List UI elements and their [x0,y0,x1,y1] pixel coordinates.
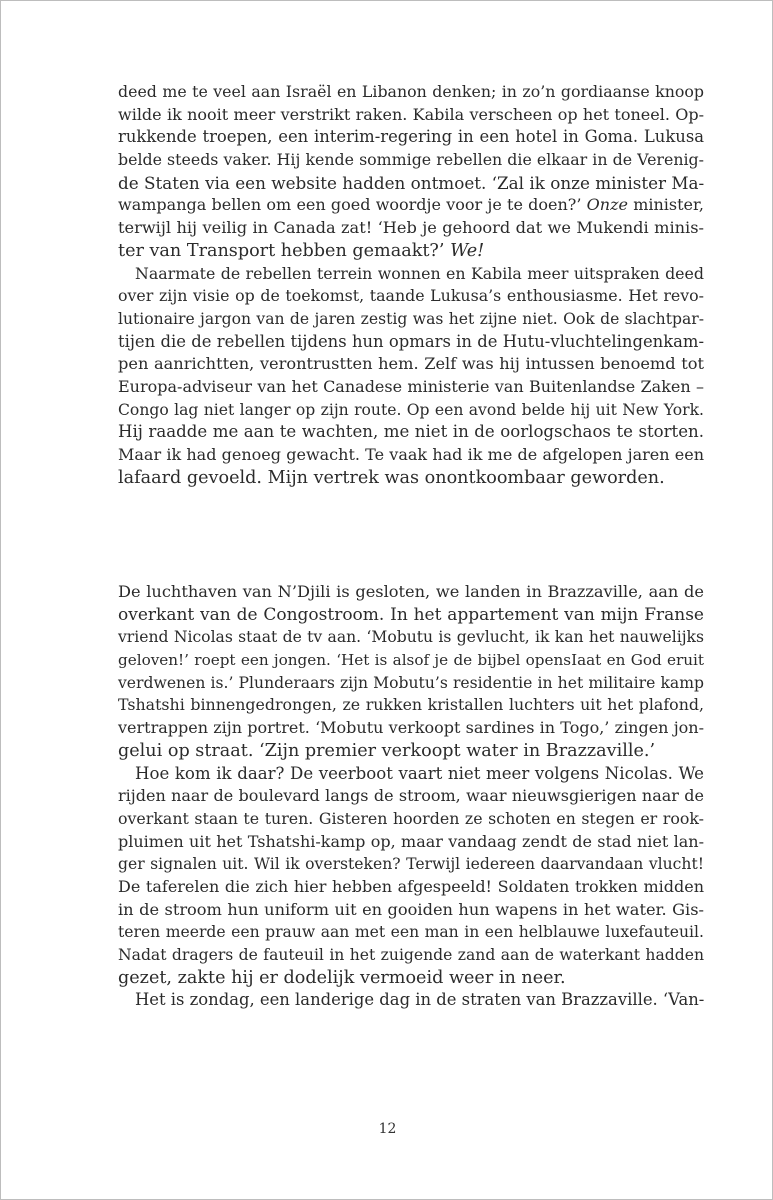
text-line: wampanga bellen om een goed woordje voor je te doen?’ Onze minister, [118,195,704,215]
text-line: over zijn visie op de toekomst, taande Lukusa’s enthousiasme. Het revo- [118,286,704,306]
text-line: deed me te veel aan Israël en Libanon denken; in zo’n gordiaanse knoop [118,82,704,101]
text-line: Hoe kom ik daar? De veerboot vaart niet meer volgens Nicolas. We [135,763,704,783]
text-line: De luchthaven van N’Djili is gesloten, we landen in Brazzaville, aan de [118,582,704,601]
text-line: belde steeds vaker. Hij kende sommige rebellen die elkaar in de Verenig- [118,150,704,170]
text-line: ger signalen uit. Wil ik oversteken? Terwijl iedereen daarvandaan vlucht! [118,855,704,874]
text-line: gezet, zakte hij er dodelijk vermoeid weer in neer. [118,967,566,988]
text-line: Congo lag niet langer op zijn route. Op een avond belde hij uit New York. [118,400,704,419]
text-line: Hij raadde me aan te wachten, me niet in de oorlogschaos te storten. [118,422,704,442]
text-line: vriend Nicolas staat de tv aan. ‘Mobutu is gevlucht, ik kan het nauwelijks [118,628,704,647]
text-line: verdwenen is.’ Plunderaars zijn Mobutu’s residentie in het militaire kamp [118,673,704,692]
text-line: overkant staan te turen. Gisteren hoorden ze schoten en stegen er rook- [118,808,704,828]
text-line: Tshatshi binnengedrongen, ze rukken kristallen luchters uit het plafond, [118,695,704,715]
page-number: 12 [378,1121,397,1137]
text-line: wilde ik nooit meer verstrikt raken. Kabila verscheen op het toneel. Op- [118,104,704,124]
paragraph-block-2 [118,581,704,1012]
text-line: lafaard gevoeld. Mijn vertrek was onontkoombaar geworden. [118,467,665,488]
text-line: tijen die de rebellen tijdens hun opmars in de Hutu-vluchtelingenkam- [118,331,704,351]
text-line: overkant van de Congostroom. In het appartement van mijn Franse [118,604,704,625]
text-line: terwijl hij veilig in Canada zat! ‘Heb je gehoord dat we Mukendi minis- [118,218,704,238]
text-line: rijden naar de boulevard langs de stroom, waar nieuwsgierigen naar de [118,786,704,806]
emphasis: Onze [586,195,628,215]
text-line: rukkende troepen, een interim-regering in een hotel in Goma. Lukusa [118,127,704,147]
text-line: Maar ik had genoeg gewacht. Te vaak had ik me de afgelopen jaren een [118,445,704,464]
text-line: De taferelen die zich hier hebben afgespeeld! Soldaten trokken midden [118,876,704,896]
text-line: Nadat dragers de fauteuil in het zuigende zand aan de waterkant hadden [118,946,704,964]
text-line: teren meerde een prauw aan met een man in een helblauwe luxefauteuil. [118,923,704,942]
text-line: pluimen uit het Tshatshi-kamp op, maar vandaag zendt de stad niet lan- [118,831,704,851]
text-line: Europa-adviseur van het Canadese ministerie van Buitenlandse Zaken – [118,376,704,396]
emphasis: We! [450,240,485,261]
text-line: gelui op straat. ‘Zijn premier verkoopt water in Brazzaville.’ [118,740,656,761]
text-line: pen aanrichtten, verontrustten hem. Zelf was hij intussen benoemd tot [118,354,704,374]
text-line: de Staten via een website hadden ontmoet. ‘Zal ik onze minister Ma- [118,172,705,193]
text-line: geloven!’ roept een jongen. ‘Het is alsof je de bijbel opensIaat en God eruit [118,651,704,670]
paragraph-block-1 [118,81,704,489]
text-line: vertrappen zijn portret. ‘Mobutu verkoopt sardines in Togo,’ zingen jon- [118,718,704,738]
text-line: lutionaire jargon van de jaren zestig was het zijne niet. Ook de slachtpar- [118,309,704,328]
text-line: in de stroom hun uniform uit en gooiden hun wapens in het water. Gis- [118,899,704,919]
text-line: ter van Transport hebben gemaakt?’ We! [118,240,485,261]
text-line: Naarmate de rebellen terrein wonnen en Kabila meer uitspraken deed [135,263,704,283]
text-line: Het is zondag, een landerige dag in de straten van Brazzaville. ‘Van- [135,990,705,1010]
